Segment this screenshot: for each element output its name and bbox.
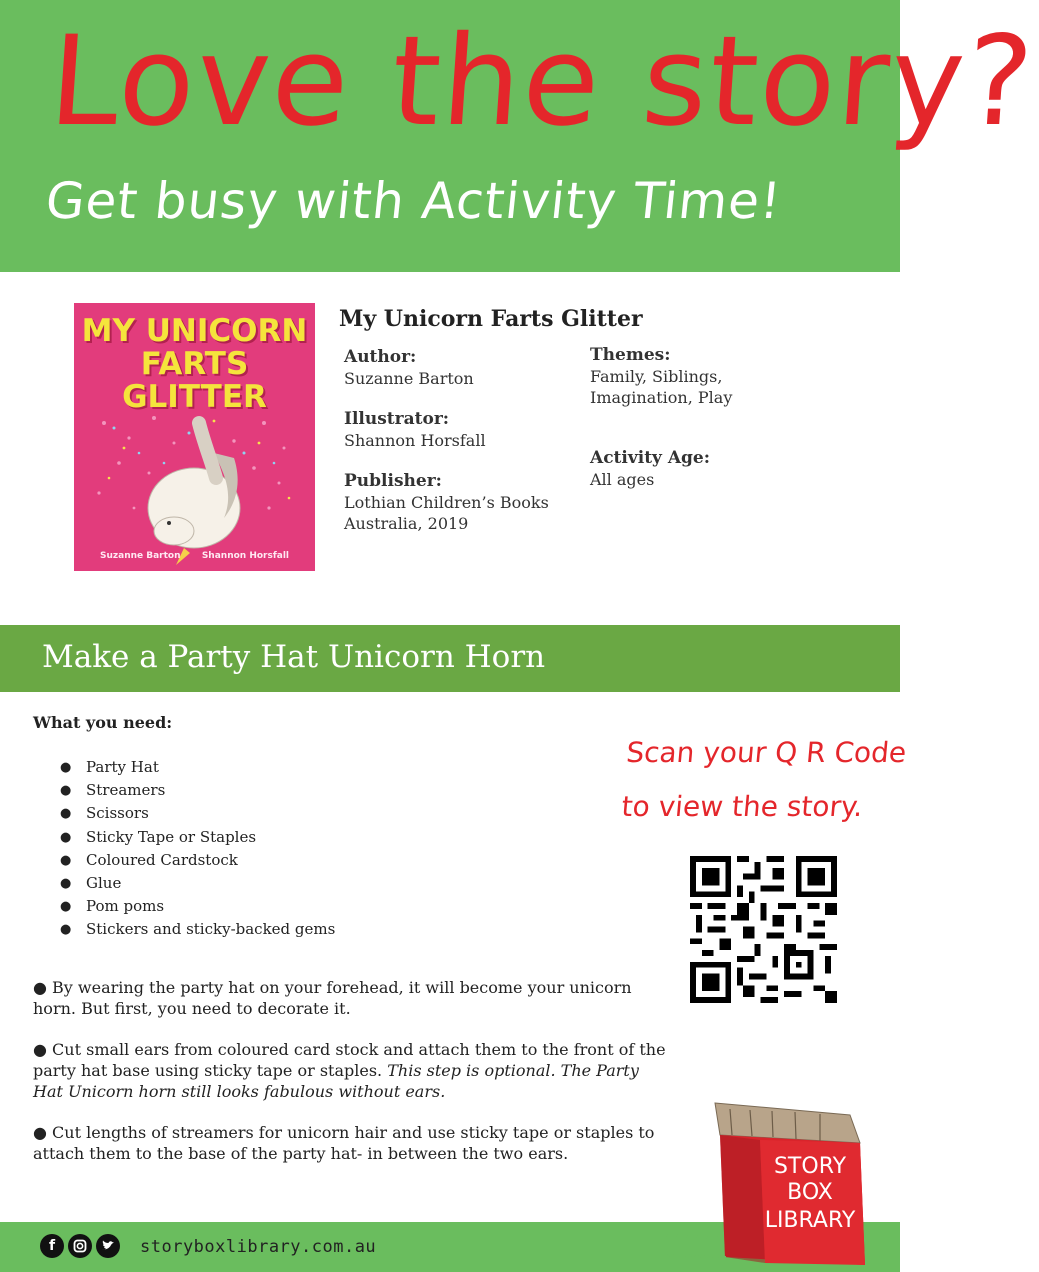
author-value: Suzanne Barton	[344, 369, 474, 388]
activity-title: Make a Party Hat Unicorn Horn	[42, 639, 546, 675]
publisher-value-line1: Lothian Children’s Books	[344, 493, 549, 512]
facebook-icon[interactable]: f	[40, 1234, 64, 1258]
list-item: ● Party Hat	[60, 758, 159, 776]
qr-code[interactable]	[690, 856, 837, 1003]
list-item: ● Sticky Tape or Staples	[60, 827, 257, 846]
list-item: ● Scissors	[60, 804, 149, 823]
svg-text:LIBRARY: LIBRARY	[764, 1208, 856, 1233]
list-item: ● Glue	[60, 874, 122, 893]
svg-text:BOX: BOX	[787, 1180, 833, 1205]
instruction-step-1: ● By wearing the party hat on your forehead, it will become your unicorn horn. But first, you need to decorate it.	[33, 978, 632, 1018]
instagram-icon[interactable]	[68, 1234, 92, 1258]
activity-age-label: Activity Age:	[590, 448, 711, 468]
svg-text:STORY: STORY	[773, 1154, 847, 1179]
activity-title-bar	[0, 625, 900, 692]
optional-note: This step is optional. The Party Hat Unicorn horn still looks fabulous without ears.	[33, 1061, 639, 1101]
cover-title: MY UNICORN FARTS GLITTER	[81, 313, 308, 415]
scan-qr-caption: Scan your Q R Code to view the story.	[620, 736, 908, 823]
publisher-value-line2: Australia, 2019	[344, 514, 469, 533]
needs-heading: What you need:	[33, 713, 173, 732]
illustrator-value: Shannon Horsfall	[344, 431, 486, 450]
list-item: ● Stickers and sticky-backed gems	[60, 920, 336, 939]
twitter-icon[interactable]	[96, 1234, 120, 1258]
publisher-label: Publisher:	[344, 471, 442, 491]
illustrator-label: Illustrator:	[344, 409, 450, 429]
author-field	[344, 347, 474, 389]
header-banner	[0, 0, 1039, 272]
cover-illustrator: Shannon Horsfall	[201, 551, 289, 561]
themes-value-line2: Imagination, Play	[590, 388, 733, 407]
illustrator-field	[344, 409, 486, 451]
book-title: My Unicorn Farts Glitter	[339, 306, 643, 332]
book-cover-image	[74, 303, 315, 571]
publisher-field	[344, 471, 549, 534]
instruction-step-3: ● Cut lengths of streamers for unicorn hair and use sticky tape or staples to attach them to the base of the party hat- in between the two ears.	[33, 1123, 655, 1163]
instruction-step-2: ● Cut small ears from coloured card stock and attach them to the front of the party hat base using sticky tape or staples. This step is optional. The Party Hat Unicorn horn still looks fabulous without ears.	[33, 1040, 666, 1101]
themes-value-line1: Family, Siblings,	[590, 367, 723, 386]
cover-author: Suzanne Barton	[100, 551, 181, 561]
subheadline: Get busy with Activity Time!	[42, 172, 785, 230]
headline: Love the story?	[44, 10, 1039, 154]
activity-age-field	[590, 448, 710, 490]
author-label: Author:	[344, 347, 417, 367]
list-item: ● Coloured Cardstock	[60, 850, 238, 869]
story-box-library-logo	[660, 1095, 890, 1272]
activity-age-value: All ages	[590, 470, 655, 489]
materials-list	[60, 756, 335, 942]
themes-field	[590, 345, 732, 408]
website-link[interactable]: storyboxlibrary.com.au	[140, 1237, 377, 1257]
list-item: ● Pom poms	[60, 897, 165, 916]
list-item: ● Streamers	[60, 781, 166, 800]
themes-label: Themes:	[590, 345, 671, 365]
